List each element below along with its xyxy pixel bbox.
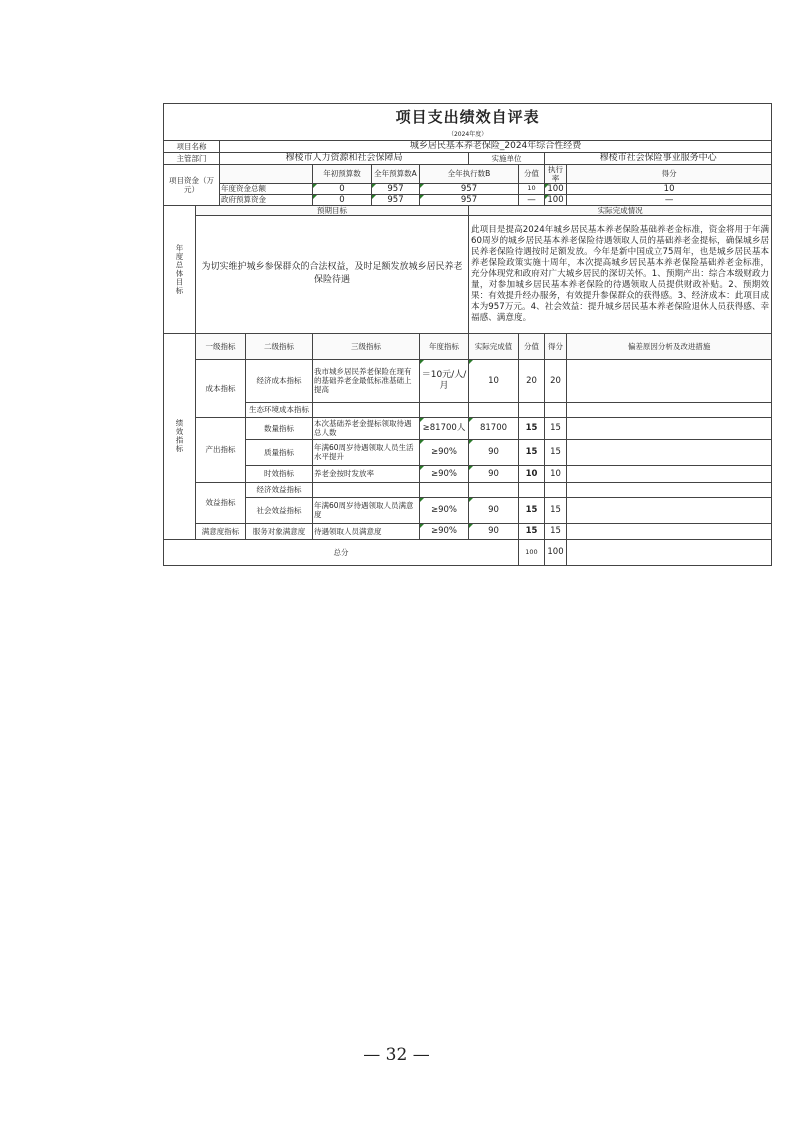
funds-header-blank (220, 164, 313, 183)
row-score: 20 (545, 359, 567, 402)
row-l3: 年满60周岁待遇领取人员满意度 (313, 497, 420, 523)
funds-score: 10 (567, 183, 772, 194)
row-score: 15 (545, 497, 567, 523)
performance-self-evaluation-sheet (163, 103, 771, 566)
funds-header-initial: 年初预算数 (313, 164, 372, 183)
table-row (164, 439, 772, 465)
funds-header-rate: 执行率 (545, 164, 567, 183)
funds-rate: 100 (545, 183, 567, 194)
table-row (164, 523, 772, 539)
perf-label-text: 绩效指标 (175, 419, 184, 454)
table-title: 项目支出绩效自评表 (164, 104, 772, 131)
funds-row-label: 政府预算资金 (220, 194, 313, 205)
funds-score-value: — (519, 194, 545, 205)
row-weight (519, 402, 545, 417)
row-l3: 我市城乡居民养老保险在现有的基础养老金最低标准基础上提高 (313, 359, 420, 402)
row-actual (469, 482, 519, 497)
row-l2: 社会效益指标 (246, 497, 313, 523)
total-deviation (567, 539, 772, 565)
row-l2: 时效指标 (246, 465, 313, 482)
row-l3 (313, 402, 420, 417)
row-l2: 质量指标 (246, 439, 313, 465)
l1-output: 产出指标 (196, 417, 246, 482)
funds-annual: 957 (372, 183, 420, 194)
row-target: ≥90% (420, 523, 469, 539)
row-l3: 年满60周岁待遇领取人员生活水平提升 (313, 439, 420, 465)
perf-header-actual: 实际完成值 (469, 333, 519, 359)
row-target (420, 482, 469, 497)
row-l3 (313, 482, 420, 497)
table-row (164, 359, 772, 402)
project-name-label: 项目名称 (164, 141, 220, 153)
funds-annual: 957 (372, 194, 420, 205)
funds-rate: 100 (545, 194, 567, 205)
row-deviation (567, 417, 772, 439)
perf-header-l2: 二级指标 (246, 333, 313, 359)
funds-header-score-value: 分值 (519, 164, 545, 183)
row-l3: 养老金按时发放率 (313, 465, 420, 482)
perf-header-l1: 一级指标 (196, 333, 246, 359)
row-target: ≥90% (420, 465, 469, 482)
row-deviation (567, 402, 772, 417)
total-weight: 100 (519, 539, 545, 565)
funds-initial: 0 (313, 194, 372, 205)
row-actual: 90 (469, 439, 519, 465)
row-l2: 生态环境成本指标 (246, 402, 313, 417)
perf-header-target: 年度指标 (420, 333, 469, 359)
row-deviation (567, 497, 772, 523)
perf-header-deviation: 偏差原因分析及改进措施 (567, 333, 772, 359)
row-l2: 经济效益指标 (246, 482, 313, 497)
table-row (164, 482, 772, 497)
row-score: 15 (545, 417, 567, 439)
funds-row-total (164, 183, 772, 194)
page-number: — 32 — (363, 1045, 430, 1065)
goal-label-text: 年度总体目标 (175, 243, 184, 295)
funds-score: — (567, 194, 772, 205)
funds-score-value: 10 (519, 183, 545, 194)
actual-result-text: 此项目是提高2024年城乡居民基本养老保险基础养老金标准，资金将用于年满60周岁的城乡居民基本养老保险待遇领取人员的基础养老金提标，确保城乡居民养老保险待遇按时足额发放。今年是新中国成立75周年，也是城乡居民基本养老保险政策实施十周年，本次提高城乡居民基本养老保险基础养老金标准，充分体现党和政府对广大城乡居民的深切关怀。1、预期产出：综合本级财政力量，对参加城乡居民基本养老保险的待遇领取人员提供财政补贴。2、预期效果：有效提升经办服务，有效提升参保群众的获得感。3、经济成本：此项目成本为957万元。4、社会效益：提升城乡居民基本养老保险退休人员获得感、幸福感、满意度。 (469, 215, 772, 333)
total-row (164, 539, 772, 565)
funds-label: 项目资金（万元） (164, 164, 220, 205)
impl-label: 实施单位 (469, 152, 545, 164)
funds-header-annual: 全年预算数A (372, 164, 420, 183)
row-actual: 81700 (469, 417, 519, 439)
row-l2: 经济成本指标 (246, 359, 313, 402)
row-deviation (567, 439, 772, 465)
row-l2: 数量指标 (246, 417, 313, 439)
actual-label: 实际完成情况 (469, 205, 772, 215)
l1-satisfaction: 满意度指标 (196, 523, 246, 539)
row-score (545, 482, 567, 497)
row-target: ＝10元/人/月 (420, 359, 469, 402)
row-weight: 20 (519, 359, 545, 402)
funds-row-government (164, 194, 772, 205)
expected-goal-text: 为切实维护城乡参保群众的合法权益，及时足额发放城乡居民养老保险待遇 (196, 215, 469, 333)
row-weight: 10 (519, 465, 545, 482)
row-l3: 待遇领取人员满意度 (313, 523, 420, 539)
row-actual (469, 402, 519, 417)
row-score: 15 (545, 523, 567, 539)
row-l2: 服务对象满意度 (246, 523, 313, 539)
row-weight: 15 (519, 417, 545, 439)
perf-label (164, 333, 196, 539)
row-weight: 15 (519, 523, 545, 539)
row-target (420, 402, 469, 417)
row-deviation (567, 465, 772, 482)
project-name: 城乡居民基本养老保险_2024年综合性经费 (220, 141, 772, 153)
row-deviation (567, 359, 772, 402)
funds-executed: 957 (420, 194, 519, 205)
row-deviation (567, 523, 772, 539)
row-l3: 本次基础养老金提标领取待遇总人数 (313, 417, 420, 439)
row-actual: 90 (469, 465, 519, 482)
l1-benefit: 效益指标 (196, 482, 246, 523)
funds-row-label: 年度资金总额 (220, 183, 313, 194)
row-target: ≥90% (420, 439, 469, 465)
evaluation-table (163, 103, 772, 566)
table-row (164, 402, 772, 417)
row-actual: 10 (469, 359, 519, 402)
table-row (164, 465, 772, 482)
row-score: 15 (545, 439, 567, 465)
perf-header-score: 得分 (545, 333, 567, 359)
l1-cost: 成本指标 (196, 359, 246, 417)
row-score: 10 (545, 465, 567, 482)
row-actual: 90 (469, 497, 519, 523)
expected-label: 预期目标 (196, 205, 469, 215)
dept-name: 穆棱市人力资源和社会保障局 (220, 152, 469, 164)
row-weight: 15 (519, 497, 545, 523)
dept-label: 主管部门 (164, 152, 220, 164)
row-score (545, 402, 567, 417)
funds-initial: 0 (313, 183, 372, 194)
funds-executed: 957 (420, 183, 519, 194)
funds-header-executed: 全年执行数B (420, 164, 519, 183)
impl-name: 穆棱市社会保险事业服务中心 (545, 152, 772, 164)
row-weight: 15 (519, 439, 545, 465)
row-actual: 90 (469, 523, 519, 539)
row-target: ≥81700人 (420, 417, 469, 439)
perf-header-l3: 三级指标 (313, 333, 420, 359)
total-score: 100 (545, 539, 567, 565)
row-target: ≥90% (420, 497, 469, 523)
table-year: （2024年度） (164, 130, 772, 141)
goal-label (164, 205, 196, 333)
total-label: 总分 (164, 539, 519, 565)
funds-header-score: 得分 (567, 164, 772, 183)
row-deviation (567, 482, 772, 497)
table-row (164, 417, 772, 439)
row-weight (519, 482, 545, 497)
table-row (164, 497, 772, 523)
perf-header-weight: 分值 (519, 333, 545, 359)
